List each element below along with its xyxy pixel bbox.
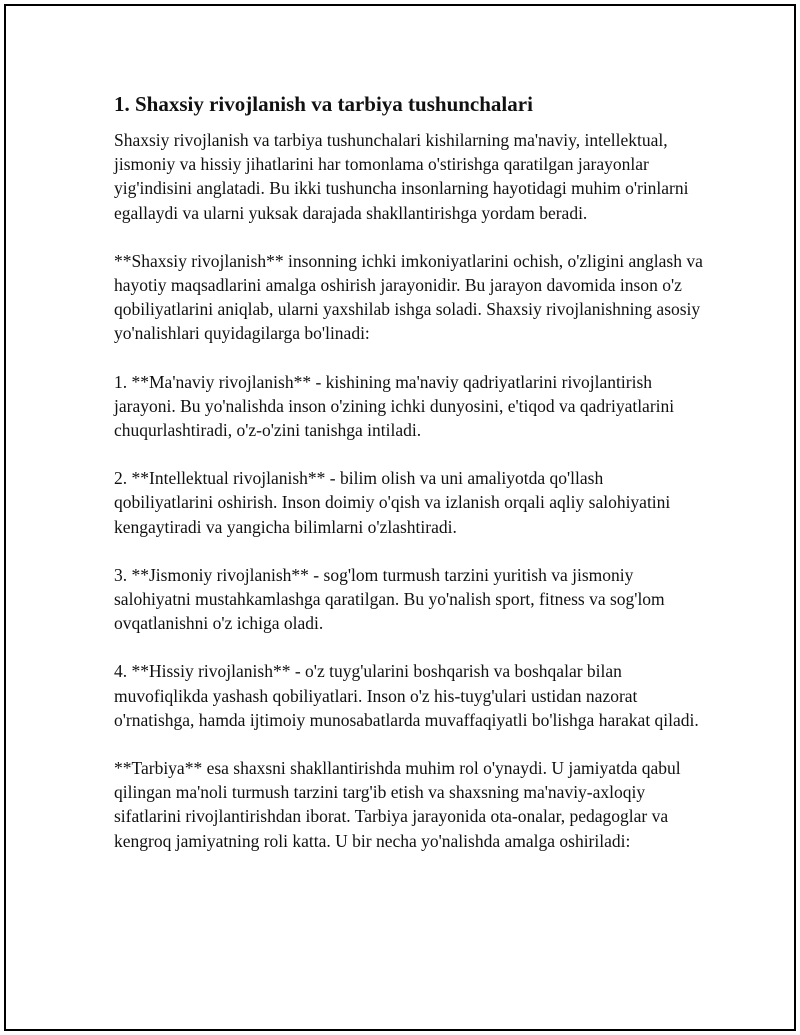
paragraph-emotional: 4. **Hissiy rivojlanish** - o'z tuyg'ularini boshqarish va boshqalar bilan muvofiqlikda yashash qobiliyatlari. Inson o'z his-tuyg'ulari ustidan nazorat o'rnatishga, hamda ijtimoiy munosabatlarda muvaffaqiyatli bo'lishga harakat qiladi. [114,661,699,730]
section-heading: 1. Shaxsiy rivojlanish va tarbiya tushunchalari [114,92,533,116]
paragraph-physical: 3. **Jismoniy rivojlanish** - sog'lom turmush tarzini yuritish va jismoniy salohiyatni mustahkamlashga qaratilgan. Bu yo'nalish sport, fitness va sog'lom ovqatlanishni o'z ichiga oladi. [114,564,665,634]
paragraph-intellectual: 2. **Intellektual rivojlanish** - bilim olish va uni amaliyotda qo'llash qobiliyatlarini oshirish. Inson doimiy o'qish va izlanish orqali aqliy salohiyatini kengaytiradi va yangicha bilimlarni o'zlashtiradi. [114,468,671,537]
paragraph-personal-development: **Shaxsiy rivojlanish** insonning ichki imkoniyatlarini ochish, o'zligini anglash va hayotiy maqsadlarini amalga oshirish jarayonidir. Bu jarayon davomida inson o'z qobiliyatlarini aniqlab, ularni yaxshilab ishga soladi. Shaxsiy rivojlanishning asosiy yo'nalishlari quyidagilarga bo'linadi: [114,250,703,344]
paragraph-intro: Shaxsiy rivojlanish va tarbiya tushunchalari kishilarning ma'naviy, intellektual, jismoniy va hissiy jihatlarini har tomonlama o'stirishga qaratilgan jarayonlar yig'indisini anglatadi. Bu ikki tushuncha insonlarning hayotidagi muhim o'rinlarni egallaydi va ularni yuksak darajada shakllantirishga yordam beradi. [114,130,689,223]
paragraph-upbringing: **Tarbiya** esa shaxsni shakllantirishda muhim rol o'ynaydi. U jamiyatda qabul qilingan ma'noli turmush tarzini targ'ib etish va shaxsning ma'naviy-axloqiy sifatlarini rivojlantirishdan iborat. Tarbiya jarayonida ota-onalar, pedagoglar va kengroq jamiyatning roli katta. U bir necha yo'nalishda amalga oshiriladi: [114,758,681,851]
document-body [114,90,704,877]
paragraph-spiritual: 1. **Ma'naviy rivojlanish** - kishining ma'naviy qadriyatlarini rivojlantirish jarayoni. Bu yo'nalishda inson o'zining ichki dunyosini, e'tiqod va qadriyatlarini chuqurlashtiradi, o'z-o'zini tanishga intiladi. [114,371,675,441]
